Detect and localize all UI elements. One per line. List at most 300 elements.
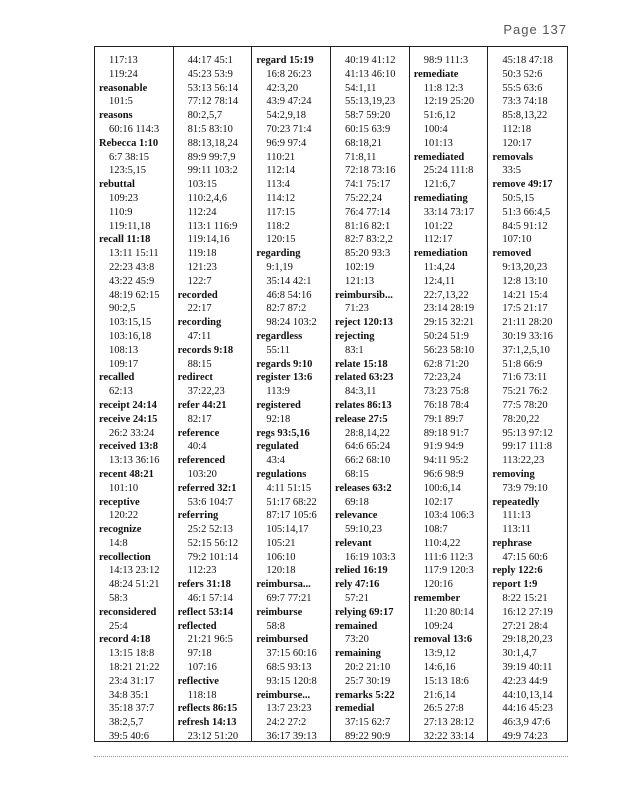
index-term: reasonable <box>99 82 148 94</box>
index-reference: 9:1,19 <box>266 261 293 273</box>
index-term: reflective <box>177 675 219 687</box>
index-term: recalled <box>99 372 135 384</box>
index-term: receptive <box>99 496 140 508</box>
index-reference: 25:2 52:13 <box>187 524 233 536</box>
index-reference: 43:22 45:9 <box>109 275 155 287</box>
index-reference: 117:9 120:3 <box>423 565 474 577</box>
index-reference: 25:24 111:8 <box>423 165 474 177</box>
index-term: reasons <box>99 110 133 122</box>
index-reference: 121:6,7 <box>423 179 456 191</box>
index-reference: 46:1 57:14 <box>187 593 233 605</box>
index-reference: 16:8 26:23 <box>266 68 312 80</box>
index-reference: 110:2,4,6 <box>187 192 227 204</box>
index-reference: 35:14 42:1 <box>266 275 312 287</box>
index-column-1 <box>95 47 174 741</box>
index-reference: 62:8 71:20 <box>423 358 469 370</box>
index-reference: 4:11 51:15 <box>266 482 312 494</box>
index-reference: 8:22 15:21 <box>502 593 548 605</box>
index-reference: 112:18 <box>502 123 532 135</box>
index-reference: 120:16 <box>423 579 453 591</box>
index-reference: 52:15 56:12 <box>187 537 239 549</box>
index-reference: 73:23 75:8 <box>423 386 469 398</box>
index-reference: 37:15 62:7 <box>345 717 391 729</box>
index-reference: 113:1 116:9 <box>187 220 238 232</box>
index-term: reply 122:6 <box>492 565 543 577</box>
index-reference: 72:18 73:16 <box>345 165 396 177</box>
index-term: remained <box>335 620 378 632</box>
index-reference: 12:4,11 <box>423 275 456 287</box>
index-reference: 119:14,16 <box>187 234 230 246</box>
index-reference: 97:18 <box>187 648 212 660</box>
index-term: refresh 14:13 <box>177 717 237 729</box>
index-reference: 93:15 120:8 <box>266 675 317 687</box>
index-reference: 111:6 112:3 <box>423 551 473 563</box>
index-reference: 73:9 79:10 <box>502 482 548 494</box>
index-reference: 13:13 36:16 <box>109 455 160 467</box>
index-reference: 95:13 97:12 <box>502 427 553 439</box>
index-column-6 <box>488 47 567 741</box>
index-reference: 85:20 93:3 <box>345 248 391 260</box>
index-reference: 77:5 78:20 <box>502 399 548 411</box>
index-reference: 75:22,24 <box>345 192 383 204</box>
index-reference: 82:7 83:2,2 <box>345 234 393 246</box>
index-reference: 87:17 105:6 <box>266 510 317 522</box>
index-reference: 117:13 <box>109 55 138 66</box>
index-term: referring <box>177 510 219 522</box>
index-reference: 42:23 44:9 <box>502 675 548 687</box>
index-reference: 119:24 <box>109 68 138 80</box>
index-reference: 89:9 99:7,9 <box>187 151 236 163</box>
index-reference: 12:19 25:20 <box>423 96 475 108</box>
index-term: recollection <box>99 551 151 563</box>
index-reference: 89:22 90:9 <box>345 731 391 741</box>
index-reference: 27:13 28:12 <box>423 717 475 729</box>
index-reference: 49:9 74:23 <box>502 731 548 741</box>
index-reference: 43:4 <box>266 455 286 467</box>
index-reference: 103:4 106:3 <box>423 510 475 522</box>
index-term: reference <box>177 427 220 439</box>
index-column-4 <box>331 47 410 741</box>
index-reference: 68:5 93:13 <box>266 662 312 674</box>
index-reference: 108:7 <box>423 524 448 536</box>
index-reference: 42:3,20 <box>266 82 299 94</box>
index-reference: 90:2,5 <box>109 303 136 315</box>
index-reference: 111:13 <box>502 510 531 522</box>
index-reference: 58:3 <box>109 593 128 605</box>
index-reference: 69:18 <box>345 496 369 508</box>
index-reference: 22:23 43:8 <box>109 261 155 273</box>
index-reference: 45:23 53:9 <box>187 68 233 80</box>
index-reference: 40:4 <box>187 441 207 453</box>
index-term: remediating <box>413 192 468 204</box>
index-term: reimburse <box>256 606 303 618</box>
index-column-2 <box>174 47 253 741</box>
index-reference: 11:4,24 <box>423 261 456 273</box>
index-reference: 113:4 <box>266 179 290 191</box>
index-reference: 78:20,22 <box>502 413 540 425</box>
index-reference: 51:6,12 <box>423 110 456 122</box>
index-reference: 33:14 73:17 <box>423 206 475 218</box>
index-reference: 38:2,5,7 <box>109 717 144 729</box>
index-term: reimbursib... <box>335 289 393 301</box>
index-reference: 50:24 51:9 <box>423 330 469 342</box>
index-reference: 77:12 78:14 <box>187 96 239 108</box>
index-reference: 39:5 40:6 <box>109 731 149 741</box>
index-reference: 16:12 27:19 <box>502 606 553 618</box>
index-reference: 121:13 <box>345 275 375 287</box>
index-reference: 107:10 <box>502 234 532 246</box>
index-reference: 109:24 <box>423 620 453 632</box>
index-reference: 44:16 45:23 <box>502 703 553 715</box>
index-term: remove 49:17 <box>492 179 553 191</box>
index-reference: 18:21 21:22 <box>109 662 160 674</box>
index-term: referenced <box>177 455 226 467</box>
index-reference: 73:3 74:18 <box>502 96 548 108</box>
index-term: records 9:18 <box>177 344 234 356</box>
index-term: rejecting <box>335 330 375 342</box>
index-reference: 102:17 <box>423 496 453 508</box>
index-reference: 22:7,13,22 <box>423 289 469 301</box>
index-reference: 82:7 87:2 <box>266 303 307 315</box>
index-reference: 79:2 101:14 <box>187 551 239 563</box>
index-reference: 68:18,21 <box>345 137 383 149</box>
index-reference: 23:14 28:19 <box>423 303 475 315</box>
index-term: report 1:9 <box>492 579 538 591</box>
index-reference: 120:17 <box>502 137 532 149</box>
index-reference: 101:22 <box>423 220 453 232</box>
index-reference: 100:6,14 <box>423 482 461 494</box>
index-reference: 13:7 23:23 <box>266 703 312 715</box>
index-reference: 123:5,15 <box>109 165 147 177</box>
index-term: recent 48:21 <box>99 468 154 480</box>
index-term: regardless <box>256 330 303 342</box>
index-reference: 50:5,15 <box>502 192 535 204</box>
index-term: reflected <box>177 620 217 632</box>
index-reference: 113:11 <box>502 524 531 536</box>
index-reference: 84:3,11 <box>345 386 377 398</box>
index-term: remember <box>413 593 461 605</box>
index-term: record 4:18 <box>99 634 151 646</box>
index-term: releases 63:2 <box>335 482 392 494</box>
index-reference: 29:15 32:21 <box>423 317 475 329</box>
index-reference: 71:23 <box>345 303 369 315</box>
index-reference: 112:17 <box>423 234 453 246</box>
index-term: relying 69:17 <box>335 606 394 618</box>
index-reference: 57:21 <box>345 593 369 605</box>
index-term: recording <box>177 317 222 329</box>
index-reference: 88:15 <box>187 358 212 370</box>
index-term: recorded <box>177 289 218 301</box>
index-reference: 36:17 39:13 <box>266 731 317 741</box>
index-reference: 26:2 33:24 <box>109 427 155 439</box>
index-reference: 66:2 68:10 <box>345 455 391 467</box>
index-reference: 17:5 21:17 <box>502 303 548 315</box>
index-term: recognize <box>99 524 142 536</box>
index-reference: 45:18 47:18 <box>502 55 553 66</box>
index-term: reimbursa... <box>256 579 311 591</box>
index-reference: 96:6 98:9 <box>423 468 464 480</box>
index-reference: 40:19 41:12 <box>345 55 396 66</box>
index-reference: 58:8 <box>266 620 286 632</box>
index-reference: 22:17 <box>187 303 212 315</box>
index-term: regarding <box>256 248 301 260</box>
index-reference: 51:3 66:4,5 <box>502 206 551 218</box>
index-reference: 50:3 52:6 <box>502 68 543 80</box>
index-reference: 71:6 73:11 <box>502 372 548 384</box>
index-term: reject 120:13 <box>335 317 393 329</box>
index-reference: 23:4 31:17 <box>109 675 155 687</box>
index-reference: 64:6 65:24 <box>345 441 391 453</box>
index-reference: 53:6 104:7 <box>187 496 233 508</box>
index-reference: 21:6,14 <box>423 689 456 701</box>
index-reference: 79:1 89:7 <box>423 413 464 425</box>
index-reference: 68:15 <box>345 468 369 480</box>
index-reference: 82:17 <box>187 413 212 425</box>
index-reference: 118:2 <box>266 220 290 232</box>
word-index-table <box>94 46 568 742</box>
index-term: recall 11:18 <box>99 234 151 246</box>
index-reference: 11:8 12:3 <box>423 82 464 94</box>
index-reference: 14:6,16 <box>423 662 456 674</box>
index-reference: 96:9 97:4 <box>266 137 307 149</box>
index-reference: 9:13,20,23 <box>502 261 548 273</box>
index-reference: 47:15 60:6 <box>502 551 548 563</box>
index-reference: 120:22 <box>109 510 139 522</box>
index-term: relates 86:13 <box>335 399 392 411</box>
index-reference: 53:13 56:14 <box>187 82 239 94</box>
index-reference: 88:13,18,24 <box>187 137 238 149</box>
index-reference: 76:4 77:14 <box>345 206 391 218</box>
index-reference: 14:13 23:12 <box>109 565 160 577</box>
index-term: relevant <box>335 537 372 549</box>
index-reference: 101:13 <box>423 137 453 149</box>
index-term: reflects 86:15 <box>177 703 238 715</box>
index-reference: 14:21 15:4 <box>502 289 548 301</box>
index-reference: 113:22,23 <box>502 455 545 467</box>
index-term: refer 44:21 <box>177 399 227 411</box>
index-reference: 26:5 27:8 <box>423 703 464 715</box>
index-reference: 80:2,5,7 <box>187 110 223 122</box>
index-reference: 44:17 45:1 <box>187 55 233 66</box>
index-reference: 117:15 <box>266 206 296 218</box>
index-reference: 23:12 51:20 <box>187 731 239 741</box>
index-reference: 81:5 83:10 <box>187 123 233 135</box>
index-reference: 21:11 28:20 <box>502 317 553 329</box>
index-term: remedial <box>335 703 375 715</box>
index-reference: 11:20 80:14 <box>423 606 474 618</box>
index-reference: 43:9 47:24 <box>266 96 312 108</box>
index-reference: 20:2 21:10 <box>345 662 391 674</box>
index-reference: 27:21 28:4 <box>502 620 548 632</box>
index-reference: 13:9,12 <box>423 648 456 660</box>
index-reference: 54:1,11 <box>345 82 377 94</box>
index-term: removing <box>492 468 535 480</box>
index-reference: 113:9 <box>266 386 290 398</box>
index-reference: 73:20 <box>345 634 369 646</box>
index-term: relied 16:19 <box>335 565 388 577</box>
index-reference: 30:1,4,7 <box>502 648 537 660</box>
index-reference: 37:1,2,5,10 <box>502 344 550 356</box>
index-reference: 51:8 66:9 <box>502 358 543 370</box>
index-term: reconsidered <box>99 606 157 618</box>
index-reference: 37:22,23 <box>187 386 225 398</box>
index-term: received 13:8 <box>99 441 158 453</box>
index-reference: 103:15 <box>187 179 217 191</box>
index-reference: 75:21 76:2 <box>502 386 548 398</box>
index-column-3 <box>252 47 331 741</box>
index-reference: 14:8 <box>109 537 128 549</box>
index-reference: 120:18 <box>266 565 296 577</box>
index-reference: 101:5 <box>109 96 133 108</box>
index-reference: 98:9 111:3 <box>423 55 469 66</box>
index-term: removals <box>492 151 533 163</box>
index-reference: 81:16 82:1 <box>345 220 391 232</box>
index-reference: 100:4 <box>423 123 448 135</box>
index-reference: 92:18 <box>266 413 291 425</box>
index-term: regard 15:19 <box>256 55 314 66</box>
index-reference: 109:23 <box>109 192 139 204</box>
index-reference: 60:15 63:9 <box>345 123 391 135</box>
index-reference: 12:8 13:10 <box>502 275 548 287</box>
index-reference: 35:18 37:7 <box>109 703 155 715</box>
index-reference: 28:8,14,22 <box>345 427 390 439</box>
index-reference: 110:21 <box>266 151 296 163</box>
index-reference: 54:2,9,18 <box>266 110 307 122</box>
index-reference: 103:15,15 <box>109 317 152 329</box>
index-term: remarks 5:22 <box>335 689 395 701</box>
index-term: reflect 53:14 <box>177 606 234 618</box>
footer-rule <box>94 756 568 757</box>
index-term: referred 32:1 <box>177 482 237 494</box>
index-term: rely 47:16 <box>335 579 380 591</box>
index-reference: 102:19 <box>345 261 375 273</box>
index-reference: 98:24 103:2 <box>266 317 317 329</box>
index-reference: 37:15 60:16 <box>266 648 317 660</box>
index-term: remediate <box>413 68 459 80</box>
index-reference: 118:18 <box>187 689 217 701</box>
index-reference: 55:13,19,23 <box>345 96 396 108</box>
index-reference: 62:13 <box>109 386 133 398</box>
index-reference: 110:4,22 <box>423 537 461 549</box>
index-reference: 58:7 59:20 <box>345 110 391 122</box>
index-reference: 121:23 <box>187 261 217 273</box>
index-reference: 30:19 33:16 <box>502 330 553 342</box>
index-reference: 106:10 <box>266 551 296 563</box>
index-reference: 85:8,13,22 <box>502 110 548 122</box>
index-term: receive 24:15 <box>99 413 158 425</box>
index-reference: 101:10 <box>109 482 139 494</box>
index-reference: 74:1 75:17 <box>345 179 391 191</box>
index-term: reimbursed <box>256 634 309 646</box>
index-term: repeatedly <box>492 496 540 508</box>
index-reference: 21:21 96:5 <box>187 634 233 646</box>
index-term: relevance <box>335 510 378 522</box>
index-term: receipt 24:14 <box>99 399 157 411</box>
index-term: Rebecca 1:10 <box>99 137 159 149</box>
index-reference: 89:18 91:7 <box>423 427 469 439</box>
index-reference: 91:9 94:9 <box>423 441 464 453</box>
index-reference: 51:17 68:22 <box>266 496 317 508</box>
index-reference: 69:7 77:21 <box>266 593 312 605</box>
index-term: relate 15:18 <box>335 358 388 370</box>
index-term: regulated <box>256 441 299 453</box>
index-reference: 83:1 <box>345 344 364 356</box>
index-term: redirect <box>177 372 213 384</box>
index-reference: 44:10,13,14 <box>502 689 553 701</box>
index-reference: 110:9 <box>109 206 133 218</box>
index-reference: 56:23 58:10 <box>423 344 475 356</box>
index-reference: 108:13 <box>109 344 139 356</box>
index-reference: 60:16 114:3 <box>109 123 160 135</box>
index-reference: 122:7 <box>187 275 212 287</box>
index-reference: 55:5 63:6 <box>502 82 543 94</box>
index-reference: 94:11 95:2 <box>423 455 469 467</box>
index-reference: 112:14 <box>266 165 296 177</box>
index-term: removed <box>492 248 532 260</box>
index-reference: 105:21 <box>266 537 296 549</box>
index-reference: 29:18,20,23 <box>502 634 553 646</box>
index-reference: 25:7 30:19 <box>345 675 391 687</box>
index-term: register 13:6 <box>256 372 313 384</box>
index-reference: 41:13 46:10 <box>345 68 396 80</box>
index-term: regulations <box>256 468 307 480</box>
index-reference: 25:4 <box>109 620 128 632</box>
index-column-5 <box>410 47 489 741</box>
index-reference: 46:8 54:16 <box>266 289 312 301</box>
index-reference: 112:23 <box>187 565 217 577</box>
index-reference: 59:10,23 <box>345 524 383 536</box>
index-reference: 103:16,18 <box>109 330 152 342</box>
index-reference: 72:23,24 <box>423 372 461 384</box>
index-term: reimburse... <box>256 689 311 701</box>
index-term: rephrase <box>492 537 532 549</box>
index-term: registered <box>256 399 301 411</box>
index-reference: 32:22 33:14 <box>423 731 475 741</box>
index-reference: 105:14,17 <box>266 524 309 536</box>
index-reference: 119:11,18 <box>109 220 151 232</box>
index-reference: 55:11 <box>266 344 290 356</box>
index-reference: 107:16 <box>187 662 217 674</box>
index-term: remaining <box>335 648 381 660</box>
index-reference: 109:17 <box>109 358 139 370</box>
index-reference: 99:17 111:8 <box>502 441 553 453</box>
index-term: remediated <box>413 151 465 163</box>
index-reference: 24:2 27:2 <box>266 717 307 729</box>
index-reference: 13:15 18:8 <box>109 648 155 660</box>
index-reference: 6:7 38:15 <box>109 151 149 163</box>
index-reference: 114:12 <box>266 192 296 204</box>
index-term: remediation <box>413 248 468 260</box>
index-reference: 34:8 35:1 <box>109 689 149 701</box>
index-reference: 33:5 <box>502 165 522 177</box>
index-reference: 70:23 71:4 <box>266 123 312 135</box>
index-term: rebuttal <box>99 179 135 191</box>
index-reference: 46:3,9 47:6 <box>502 717 551 729</box>
index-reference: 84:5 91:12 <box>502 220 548 232</box>
page-number: Page 137 <box>503 22 567 37</box>
index-reference: 47:11 <box>187 330 212 342</box>
index-term: refers 31:18 <box>177 579 231 591</box>
index-reference: 120:15 <box>266 234 296 246</box>
index-reference: 39:19 40:11 <box>502 662 553 674</box>
index-reference: 13:11 15:11 <box>109 248 159 260</box>
index-reference: 112:24 <box>187 206 217 218</box>
index-reference: 15:13 18:6 <box>423 675 469 687</box>
index-reference: 119:18 <box>187 248 217 260</box>
index-reference: 99:11 103:2 <box>187 165 238 177</box>
index-reference: 16:19 103:3 <box>345 551 396 563</box>
index-term: regs 93:5,16 <box>256 427 310 439</box>
